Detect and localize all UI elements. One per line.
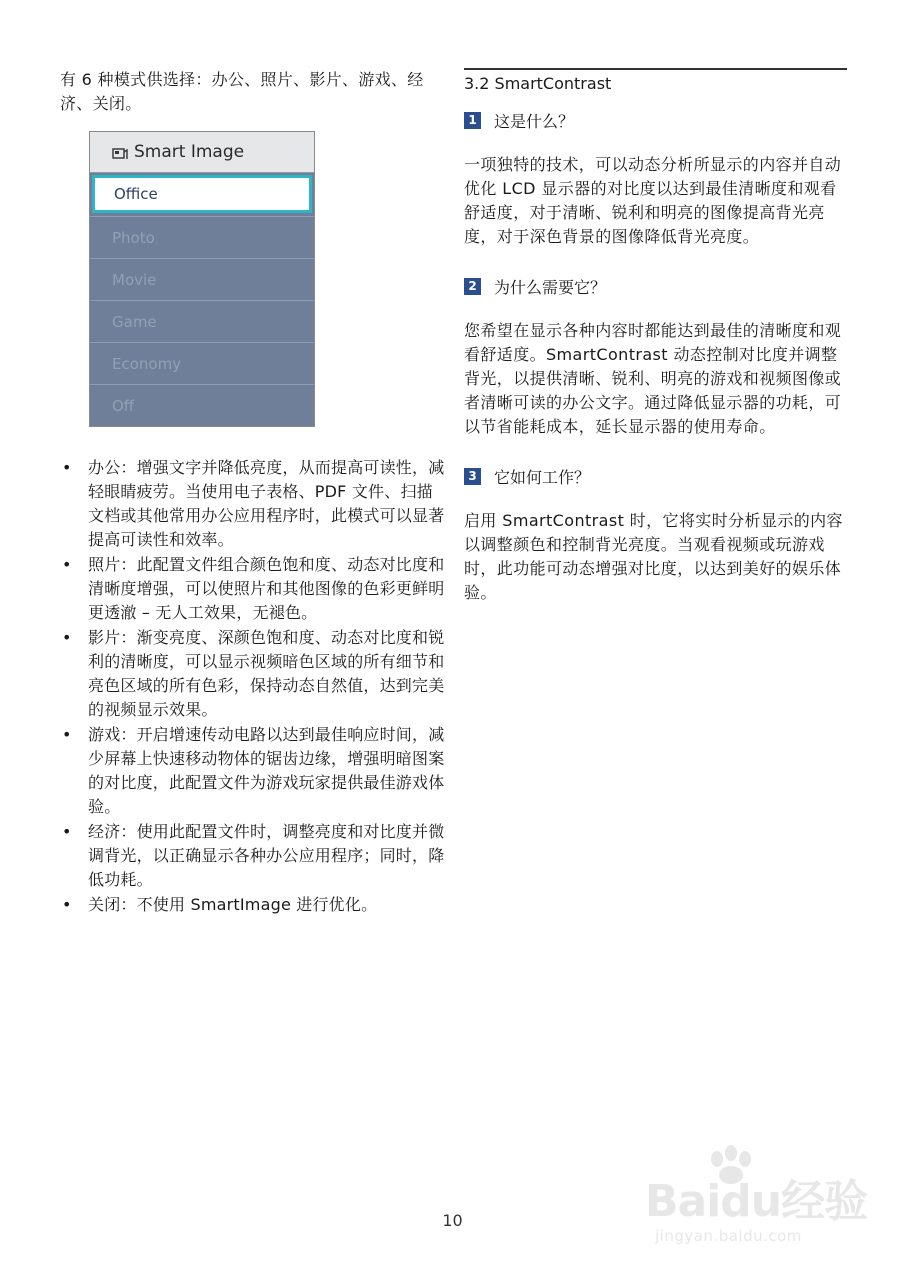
smart-image-icon [112, 146, 128, 159]
bullet-icon: • [62, 628, 72, 647]
list-item: • 办公：增强文字并降低亮度，从而提高可读性，减轻眼睛疲劳。当使用电子表格、PDF 文件、扫描文档或其他常用办公应用程序时，此模式可以显著提高可读性和效率。 [62, 458, 445, 549]
smart-image-menu-title: Smart Image [134, 142, 245, 162]
bullet-icon: • [62, 458, 72, 477]
question-body-1: 一项独特的技术，可以动态分析所显示的内容并自动优化 LCD 显示器的对比度以达到最佳清晰度和观看舒适度，对于清晰、锐利和明亮的图像提高背光亮度，对于深色背景的图像降低背光亮度。 [464, 155, 842, 246]
intro-text: 有 6 种模式供选择：办公、照片、影片、游戏、经济、关闭。 [60, 70, 424, 113]
watermark-url: jingyan.baidu.com [655, 1227, 802, 1245]
bullet-icon: • [62, 555, 72, 574]
question-heading-1 [464, 109, 847, 131]
question-heading-text: 它如何工作？ [494, 467, 591, 487]
osd-item-off[interactable]: Off [90, 384, 314, 426]
smart-image-menu [89, 131, 315, 427]
smart-image-menu-header [90, 132, 314, 173]
question-body-3: 启用 SmartContrast 时，它将实时分析显示的内容以调整颜色和控制背光亮度。当观看视频或玩游戏时，此功能可动态增强对比度，以达到美好的娱乐体验。 [464, 511, 843, 602]
osd-item-photo[interactable]: Photo [90, 216, 314, 258]
bullet-icon: • [62, 895, 72, 914]
number-badge-icon: 1 [464, 112, 481, 129]
list-item: • 影片：渐变亮度、深颜色饱和度、动态对比度和锐利的清晰度，可以显示视频暗色区域的所有细节和亮色区域的所有色彩，保持动态自然值，达到完美的视频显示效果。 [62, 628, 445, 719]
list-item: • 照片：此配置文件组合颜色饱和度、动态对比度和清晰度增强，可以使照片和其他图像的色彩更鲜明更透澈 – 无人工效果，无褪色。 [62, 555, 445, 622]
mode-description-list [60, 456, 445, 918]
list-item: • 经济：使用此配置文件时，调整亮度和对比度并微调背光，以正确显示各种办公应用程序；同时，降低功耗。 [62, 822, 445, 889]
question-heading-2 [464, 275, 847, 297]
osd-item-office[interactable]: Office [92, 175, 312, 213]
right-column [464, 68, 847, 631]
question-body-2: 您希望在显示各种内容时都能达到最佳的清晰度和观看舒适度。SmartContrast 动态控制对比度并调整背光，以提供清晰、锐利、明亮的游戏和视频图像或者清晰可读的办公文字。通过降低显示器的功耗，可以节省能耗成本，延长显示器的使用寿命。 [464, 321, 842, 436]
question-heading-text: 为什么需要它？ [494, 277, 607, 297]
osd-item-game[interactable]: Game [90, 300, 314, 342]
bullet-icon: • [62, 822, 72, 841]
left-column [60, 68, 445, 914]
number-badge-icon: 3 [464, 468, 481, 485]
question-heading-text: 这是什么？ [494, 111, 575, 131]
section-title: 3.2 SmartContrast [464, 68, 847, 95]
list-item: • 游戏：开启增速传动电路以达到最佳响应时间，减少屏幕上快速移动物体的锯齿边缘，增强明暗图案的对比度，此配置文件为游戏玩家提供最佳游戏体验。 [62, 725, 445, 816]
bullet-icon: • [62, 725, 72, 744]
watermark-brand: Baidu经验 [645, 1176, 868, 1227]
osd-item-economy[interactable]: Economy [90, 342, 314, 384]
number-badge-icon: 2 [464, 278, 481, 295]
question-heading-3 [464, 465, 847, 487]
list-item: • 关闭：不使用 SmartImage 进行优化。 [60, 893, 445, 917]
page-number: 10 [442, 1211, 463, 1230]
baidu-watermark [645, 1145, 875, 1255]
osd-item-movie[interactable]: Movie [90, 258, 314, 300]
